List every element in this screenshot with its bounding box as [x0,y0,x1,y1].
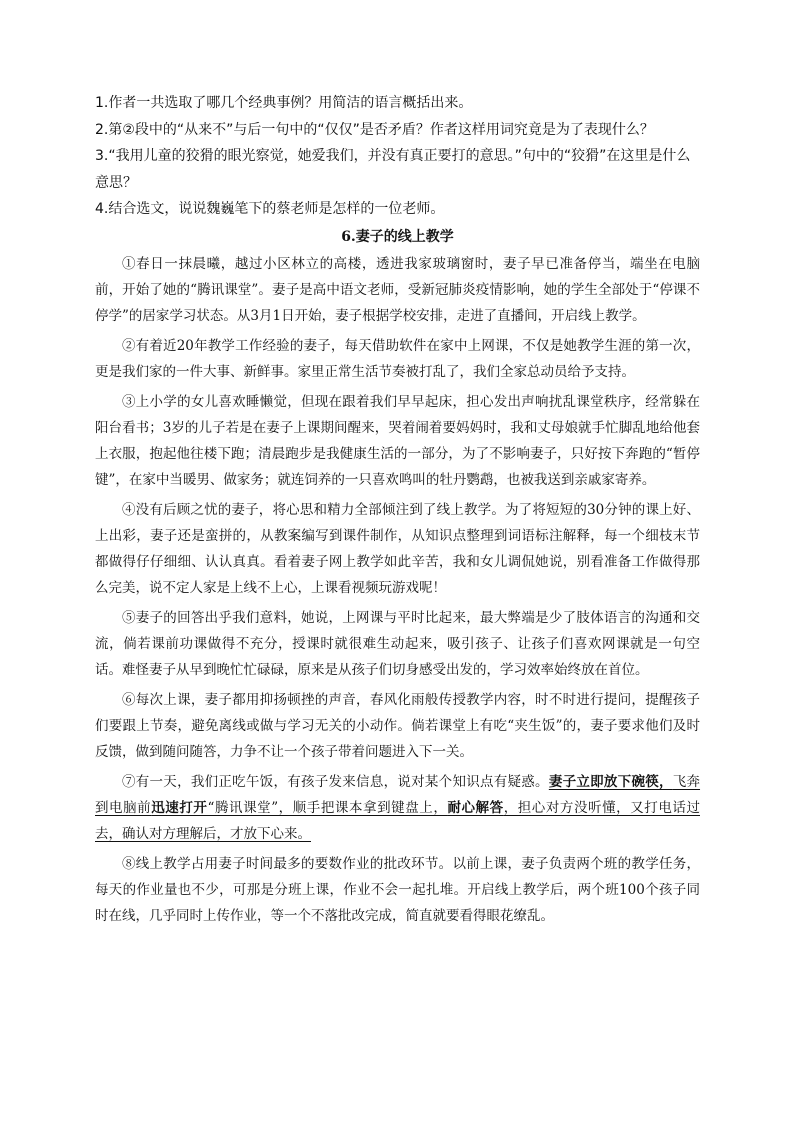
p7-underline-3: ，担心对方没听懂，又打电话过去，确认对方理解后，才放下心来。 [95,799,700,842]
p7-text-a: ⑦有一天，我们正吃午饭，有孩子发来信息，说对某个知识点有疑惑。 [122,773,549,790]
paragraph-6: ⑥每次上课，妻子都用抑扬顿挫的声音，春风化雨般传授教学内容，时不时进行提问，提醒孩子们要跟上节奏，避免离线或做与学习无关的小动作。倘若课堂上有吃“夹生饭”的，妻子要求他们及时反馈，做到随问随答，力争不让一个孩子带着问题进入下一关。 [95,691,700,760]
paragraph-3: ③上小学的女儿喜欢睡懒觉，但现在跟着我们早早起床，担心发出声响扰乱课堂秩序，经常躲在阳台看书；3岁的儿子若是在妻子上课期间醒来，哭着闹着要妈妈时，我和丈母娘就手忙脚乱地给他套上衣服，抱起他往楼下跑；清晨跑步是我健康生活的一部分，为了不影响妻子，只好按下奔跑的“暂停键”，在家中当暖男、做家务；就连饲养的一只喜欢鸣叫的牡丹鹦鹉，也被我送到亲戚家寄养。 [95,393,700,488]
paragraph-7 [95,769,700,847]
question-4: 4.结合选文，说说魏巍笔下的蔡老师是怎样的一位老师。 [95,201,445,217]
question-1: 1.作者一共选取了哪几个经典事例？用简洁的语言概括出来。 [95,95,473,111]
p7-underline-bold-2: 迅速打开 [151,799,208,816]
question-3: 3.“我用儿童的狡猾的眼光察觉，她爱我们，并没有真正要打的意思。”句中的“狡猾”在这里是什么意思？ [95,148,691,191]
article-title: 6.妻子的线上教学 [341,228,454,245]
p7-underline-1: 飞奔到电脑前 [95,773,701,816]
p7-underline-bold-1: 妻子立即放下碗筷， [548,773,673,790]
paragraph-5: ⑤妻子的回答出乎我们意料，她说，上网课与平时比起来，最大弊端是少了肢体语言的沟通和交流，倘若课前功课做得不充分，授课时就很难生动起来，吸引孩子、让孩子们喜欢网课就是一句空话。难怪妻子从早到晚忙忙碌碌，原来是从孩子们切身感受出发的，学习效率始终放在首位。 [95,609,700,678]
document-page [95,90,700,933]
paragraph-8: ⑧线上教学占用妻子时间最多的要数作业的批改环节。以前上课，妻子负责两个班的教学任务，每天的作业量也不少，可那是分班上课，作业不会一起扎堆。开启线上教学后，两个班100个孩子同时在线，几乎同时上传作业，等一个不落批改完成，简直就要看得眼花缭乱。 [95,855,700,924]
p7-underline-2: “腾讯课堂”，顺手把课本拿到键盘上， [207,799,448,816]
paragraph-4: ④没有后顾之忧的妻子，将心思和精力全部倾注到了线上教学。为了将短短的30分钟的课上好、上出彩，妻子还是蛮拼的，从教案编写到课件制作，从知识点整理到词语标注解释，每一个细枝末节都做得仔仔细细、认认真真。看着妻子网上教学如此辛苦，我和女儿调侃她说，别看准备工作做得那么完美，说不定人家是上线不上心，上课看视频玩游戏呢！ [95,501,700,596]
paragraph-2: ②有着近20年教学工作经验的妻子，每天借助软件在家中上网课，不仅是她教学生涯的第一次，更是我们家的一件大事、新鲜事。家里正常生活节奏被打乱了，我们全家总动员给予支持。 [95,337,700,380]
question-2: 2.第②段中的“从来不”与后一句中的“仅仅”是否矛盾？作者这样用词究竟是为了表现什么？ [95,121,654,138]
p7-underline-bold-3: 耐心解答 [447,799,504,816]
paragraph-1: ①春日一抹晨曦，越过小区林立的高楼，透进我家玻璃窗时，妻子早已准备停当，端坐在电脑前，开始了她的“腾讯课堂”。妻子是高中语文老师，受新冠肺炎疫情影响，她的学生全部处于“停课不停学”的居家学习状态。从3月1日开始，妻子根据学校安排，走进了直播间，开启线上教学。 [95,255,700,324]
